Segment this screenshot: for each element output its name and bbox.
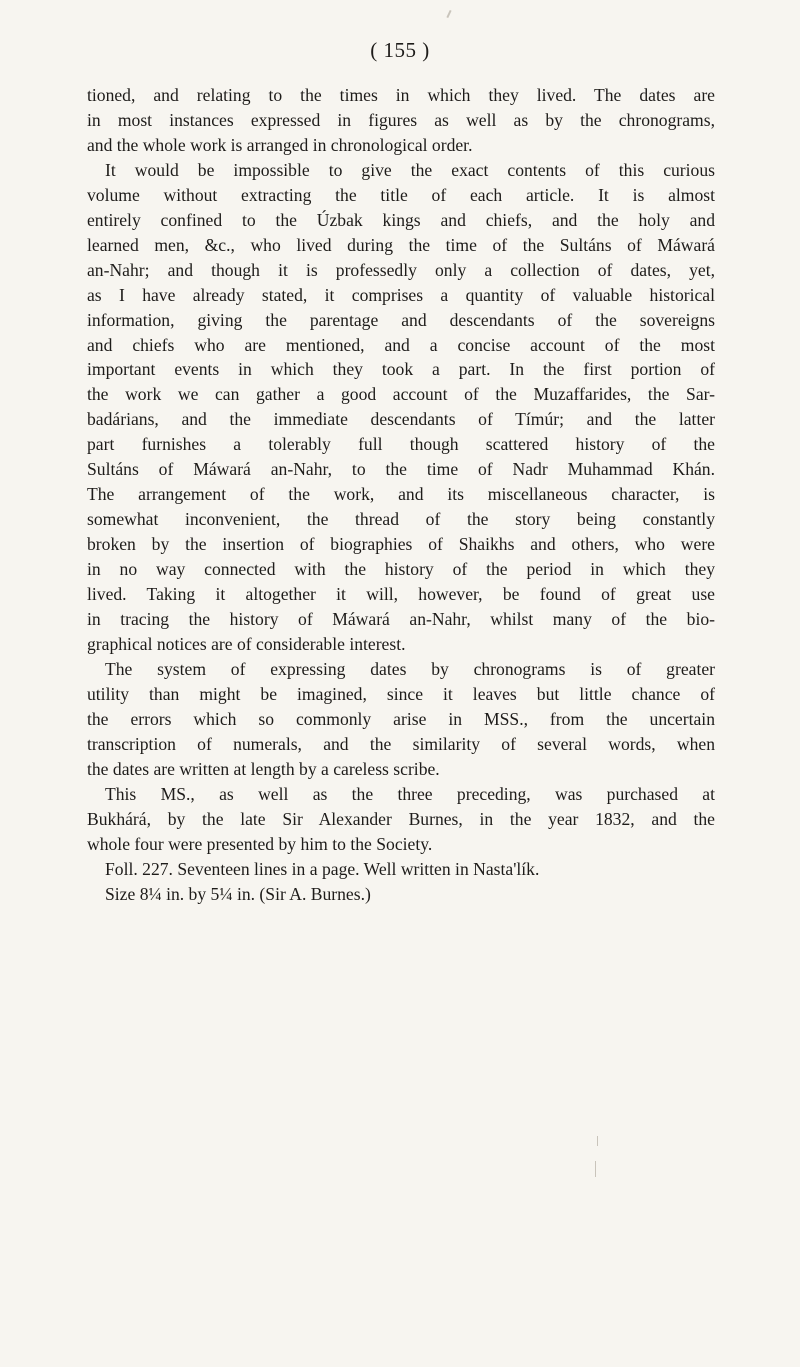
- page-number: ( 155 ): [370, 38, 430, 62]
- text-line: the dates are written at length by a careless scribe.: [87, 758, 440, 779]
- text-line: broken by the insertion of biographies of Shaikhs and others, who were: [87, 534, 715, 555]
- text-line: It would be impossible to give the exact contents of this curious: [105, 159, 715, 180]
- text-line: the errors which so commonly arise in MSS., from the uncertain: [87, 708, 715, 729]
- text-line: in no way connected with the history of the period in which they: [87, 559, 715, 580]
- foliation-line: Foll. 227. Seventeen lines in a page. Well written in Nasta'lík.: [105, 858, 540, 879]
- text-line: in tracing the history of Máwará an-Nahr, whilst many of the bio-: [87, 609, 715, 630]
- paragraph-chronograms: [87, 657, 715, 782]
- paragraph-continuation: [87, 83, 715, 158]
- text-line: learned men, &c., who lived during the time of the Sultáns of Máwará: [87, 234, 715, 255]
- text-line: whole four were presented by him to the Society.: [87, 833, 433, 854]
- text-line: graphical notices are of considerable interest.: [87, 633, 406, 654]
- size-line: Size 8¼ in. by 5¼ in. (Sir A. Burnes.): [105, 883, 371, 904]
- text-line: tioned, and relating to the times in which they lived. The dates are: [87, 85, 715, 105]
- text-line: important events in which they took a part. In the first portion of: [87, 359, 715, 380]
- text-line: the work we can gather a good account of the Muzaffarides, the Sar-: [87, 384, 715, 405]
- body-text: [87, 83, 715, 906]
- paragraph-description: [87, 857, 715, 907]
- paper-speck: [597, 1136, 598, 1146]
- text-line: This MS., as well as the three preceding, was purchased at: [105, 783, 715, 804]
- text-line: an-Nahr; and though it is professedly only a collection of dates, yet,: [87, 259, 715, 280]
- text-line: transcription of numerals, and the similarity of several words, when: [87, 733, 715, 754]
- paper-speck: [595, 1161, 596, 1177]
- text-line: utility than might be imagined, since it leaves but little chance of: [87, 683, 715, 704]
- text-line: badárians, and the immediate descendants of Tímúr; and the latter: [87, 409, 715, 430]
- text-line: entirely confined to the Úzbak kings and chiefs, and the holy and: [87, 209, 715, 230]
- text-line: volume without extracting the title of each article. It is almost: [87, 184, 715, 205]
- text-line: lived. Taking it altogether it will, however, be found of great use: [87, 584, 715, 605]
- text-line: Sultáns of Máwará an-Nahr, to the time of Nadr Muhammad Khán.: [87, 459, 715, 480]
- text-line: part furnishes a tolerably full though scattered history of the: [87, 434, 715, 455]
- paper-speck: [446, 10, 451, 18]
- paragraph-contents: [87, 158, 715, 657]
- text-line: somewhat inconvenient, the thread of the story being constantly: [87, 509, 715, 530]
- text-line: The system of expressing dates by chronograms is of greater: [105, 658, 715, 679]
- text-line: and chiefs who are mentioned, and a concise account of the most: [87, 334, 715, 355]
- text-line: and the whole work is arranged in chronological order.: [87, 134, 473, 155]
- text-line: The arrangement of the work, and its miscellaneous character, is: [87, 484, 715, 505]
- text-line: as I have already stated, it comprises a quantity of valuable historical: [87, 284, 715, 305]
- text-line: Bukhárá, by the late Sir Alexander Burnes, in the year 1832, and the: [87, 808, 715, 829]
- text-line: in most instances expressed in figures as well as by the chronograms,: [87, 109, 715, 130]
- text-line: information, giving the parentage and descendants of the sovereigns: [87, 309, 715, 330]
- paragraph-provenance: [87, 782, 715, 857]
